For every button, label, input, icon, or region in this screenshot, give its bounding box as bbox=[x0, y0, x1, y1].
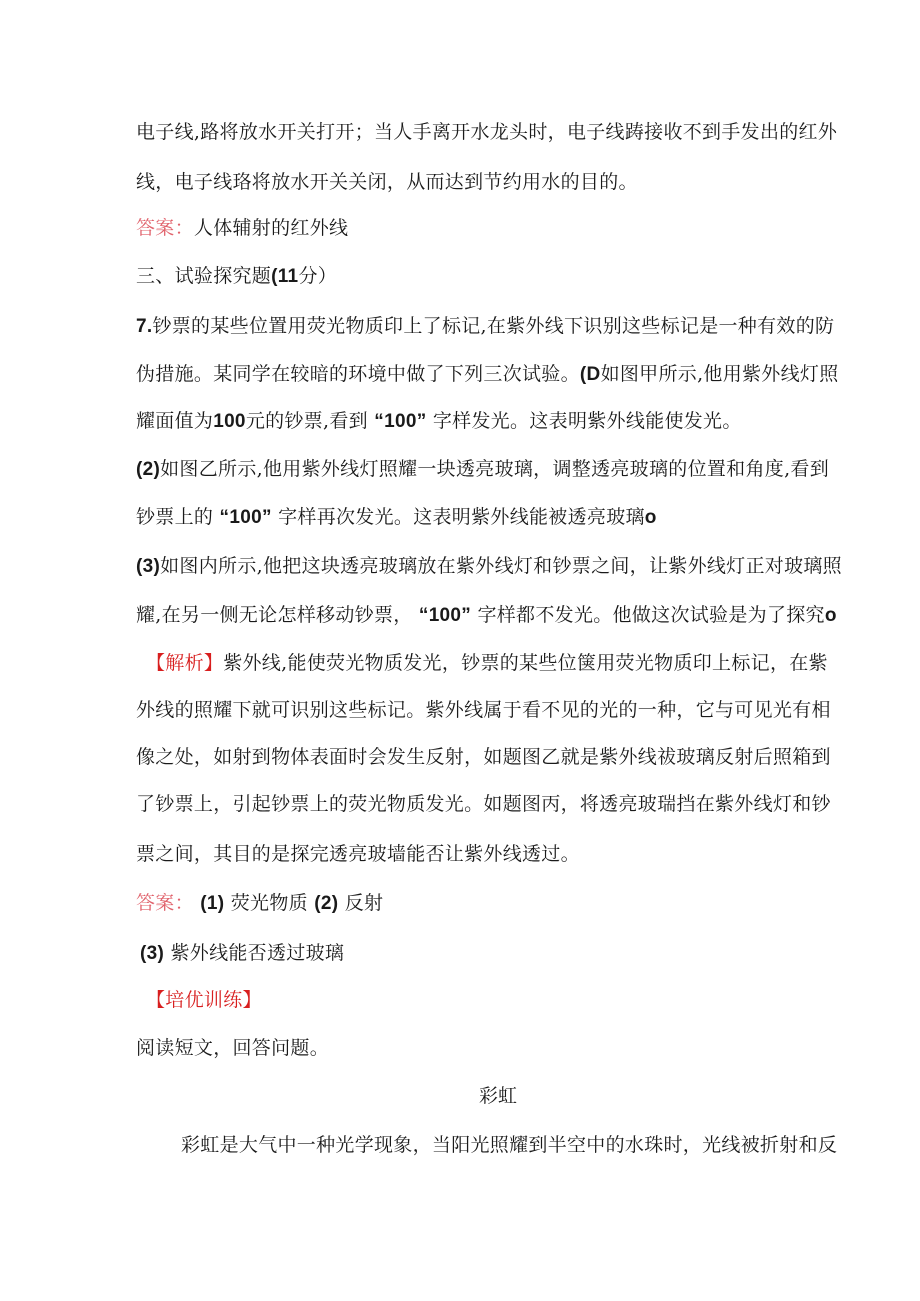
analysis-text: 紫外线,能使荧光物质发光，钞票的某些位箧用荧光物质印上标记，在紫 bbox=[223, 652, 828, 674]
question-line bbox=[136, 362, 839, 387]
question-line bbox=[136, 554, 842, 579]
quoted-number: “100” bbox=[418, 605, 472, 626]
answer-label: 答案： bbox=[136, 217, 194, 239]
answer-line bbox=[140, 941, 344, 966]
analysis-line bbox=[136, 842, 580, 866]
section-score-unit: 分） bbox=[298, 265, 338, 287]
sub-question-marker: (D bbox=[579, 364, 601, 385]
analysis-text: 票之间，其目的是探完透亮玻墙能否让紫外线透过。 bbox=[136, 843, 580, 865]
paragraph-text: 线，电子线珞将放水开关关闭，从而达到节约用水的目的。 bbox=[136, 171, 638, 193]
article-title-text: 彩虹 bbox=[478, 1085, 517, 1107]
analysis-text: 像之处，如射到物体表面时会发生反射，如题图乙就是紫外线祓玻璃反射后照箱到 bbox=[136, 746, 831, 768]
quoted-number: “100” bbox=[219, 507, 272, 528]
instruction-text: 阅读短文，回答问题。 bbox=[136, 1037, 330, 1059]
question-text: 字样都不发光。他做这次试验是为了探究 bbox=[477, 604, 825, 626]
question-text: 如图乙所示,他用紫外线灯照耀一块透亮玻璃，调整透亮玻璃的位置和角度,看到 bbox=[160, 458, 830, 480]
analysis-text: 了钞票上，引起钞票上的荧光物质发光。如题图丙，将透亮玻瑞挡在紫外线灯和钞 bbox=[136, 793, 831, 815]
question-number: 7. bbox=[136, 316, 153, 337]
answer-line bbox=[136, 891, 383, 916]
analysis-line bbox=[146, 651, 828, 675]
paragraph-text: 电子线,路将放水开关打开；当人手离开水龙头时，电子线踌接收不到手发出的红外 bbox=[136, 121, 838, 143]
analysis-line bbox=[136, 745, 831, 769]
blank-marker: o bbox=[644, 507, 657, 528]
question-line bbox=[136, 603, 837, 628]
question-text: 钞票的某些位置用荧光物质印上了标记,在紫外线下识别这些标记是一种有效的防 bbox=[152, 315, 835, 337]
sub-question-marker: (3) bbox=[136, 556, 161, 577]
analysis-text: 外线的照耀下就可识别这些标记。紫外线属于看不见的光的一种，它与可见光有相 bbox=[136, 699, 831, 721]
article-line bbox=[181, 1133, 837, 1157]
question-text: 元的钞票,看到 bbox=[245, 410, 368, 432]
analysis-line bbox=[136, 792, 831, 816]
article-text: 彩虹是大气中一种光学现象，当阳光照耀到半空中的水珠时，光线被折射和反 bbox=[181, 1134, 838, 1156]
answer-text: 反射 bbox=[344, 892, 384, 914]
analysis-label: 【解析】 bbox=[146, 652, 224, 674]
answer-line bbox=[136, 216, 348, 240]
blank-marker: o bbox=[824, 605, 837, 626]
question-text: 伪措施。某同学在较暗的环境中做了下列三次试验。 bbox=[136, 363, 580, 385]
answer-marker: (2) bbox=[314, 893, 339, 914]
answer-label: 答案： bbox=[136, 892, 194, 914]
quoted-number: “100” bbox=[374, 411, 427, 432]
article-title bbox=[38, 1084, 920, 1108]
answer-text: 紫外线能否透过玻璃 bbox=[170, 942, 345, 964]
question-line bbox=[136, 409, 742, 434]
training-label: 【培优训练】 bbox=[146, 989, 262, 1011]
analysis-line bbox=[136, 698, 831, 722]
question-line bbox=[136, 314, 834, 339]
question-text: 耀,在另一侧无论怎样移动钞票， bbox=[136, 604, 413, 626]
question-text: 字样再次发光。这表明紫外线能被透亮玻璃 bbox=[278, 506, 645, 528]
question-text: 如图内所示,他把这块透亮玻璃放在紫外线灯和钞票之间，让紫外线灯正对玻璃照 bbox=[160, 555, 842, 577]
question-text: 耀面值为 bbox=[136, 410, 214, 432]
answer-marker: (3) bbox=[140, 943, 165, 964]
text-line bbox=[136, 120, 837, 144]
question-text: 字样发光。这表明紫外线能使发光。 bbox=[432, 410, 742, 432]
answer-text: 人体辅射的红外线 bbox=[193, 217, 349, 239]
question-line bbox=[136, 457, 829, 482]
answer-marker: (1) bbox=[200, 893, 225, 914]
answer-text: 荧光物质 bbox=[230, 892, 308, 914]
instruction-line bbox=[136, 1036, 329, 1060]
section-score: (11 bbox=[271, 266, 299, 287]
sub-question-marker: (2) bbox=[136, 459, 161, 480]
question-line bbox=[136, 505, 657, 530]
text-line bbox=[136, 170, 638, 194]
section-heading-text: 三、试验探究题 bbox=[136, 265, 272, 287]
question-text: 钞票上的 bbox=[136, 506, 214, 528]
section-heading bbox=[136, 264, 337, 289]
training-heading bbox=[146, 988, 262, 1012]
question-text: 如图甲所示,他用紫外线灯照 bbox=[600, 363, 839, 385]
number-text: 100 bbox=[213, 411, 246, 432]
